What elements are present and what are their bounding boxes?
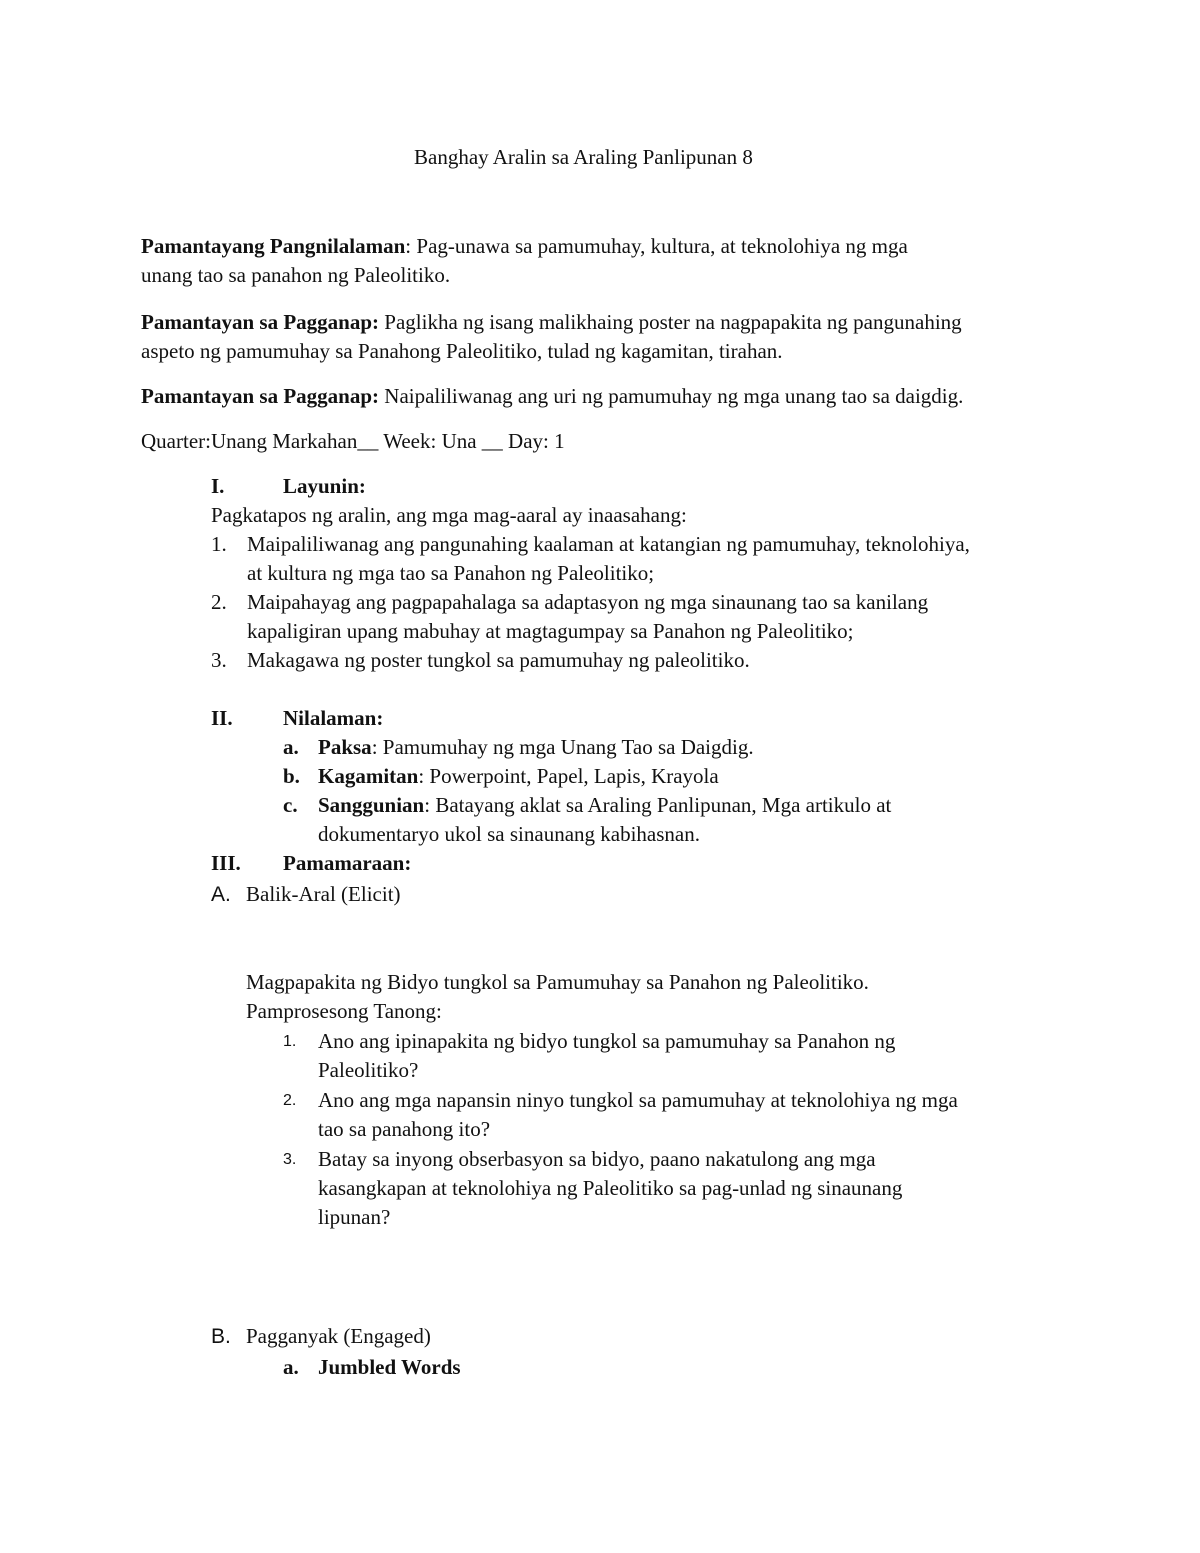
question-2-line-1: Ano ang mga napansin ninyo tungkol sa pamumuhay at teknolohiya ng mga <box>318 1088 958 1112</box>
question-2-num: 2. <box>283 1092 297 1109</box>
objective-3-line-1: Makagawa ng poster tungkol sa pamumuhay ng paleolitiko. <box>247 648 750 672</box>
question-3-line-1: Batay sa inyong obserbasyon sa bidyo, paano nakatulong ang mga <box>318 1147 876 1171</box>
content-a-label: Paksa <box>318 735 372 759</box>
section-3-heading: Pamamaraan: <box>283 851 412 875</box>
content-c <box>318 791 891 820</box>
performance-standard-text-1: Paglikha ng isang malikhaing poster na nagpapakita ng pangunahing <box>379 310 962 334</box>
content-a-text: : Pamumuhay ng mga Unang Tao sa Daigdig. <box>371 735 754 759</box>
part-b-sub-label: Jumbled Words <box>318 1355 461 1379</box>
content-standard <box>141 232 908 261</box>
objective-2-num: 2. <box>211 590 227 614</box>
content-b-label: Kagamitan <box>318 764 419 788</box>
part-a-title: Balik-Aral (Elicit) <box>246 882 401 906</box>
content-b <box>318 762 719 791</box>
performance-standard-2-label: Pamantayan sa Pagganap: <box>141 384 380 408</box>
performance-standard-2-text: Naipaliliwanag ang uri ng pamumuhay ng mga unang tao sa daigdig. <box>379 384 964 408</box>
objective-3-num: 3. <box>211 648 227 672</box>
question-3-num: 3. <box>283 1151 297 1168</box>
part-b-title: Pagganyak (Engaged) <box>246 1324 431 1348</box>
content-b-text: : Powerpoint, Papel, Lapis, Krayola <box>418 764 719 788</box>
schedule-line: Quarter:Unang Markahan__ Week: Una __ Day: 1 <box>141 429 565 453</box>
content-a <box>318 733 754 762</box>
questions-label: Pamprosesong Tanong: <box>246 999 442 1023</box>
performance-standard-text-2: aspeto ng pamumuhay sa Panahong Paleolitiko, tulad ng kagamitan, tirahan. <box>141 339 783 363</box>
question-1-line-2: Paleolitiko? <box>318 1058 419 1082</box>
content-c-letter: c. <box>283 793 298 817</box>
part-b-letter: B. <box>211 1325 231 1348</box>
question-1-num: 1. <box>283 1033 297 1050</box>
performance-standard-label: Pamantayan sa Pagganap: <box>141 310 380 334</box>
document-title: Banghay Aralin sa Araling Panlipunan 8 <box>414 145 753 169</box>
objective-1-line-1: Maipaliliwanag ang pangunahing kaalaman at katangian ng pamumuhay, teknolohiya, <box>247 532 970 556</box>
objective-2-line-1: Maipahayag ang pagpapahalaga sa adaptasyon ng mga sinaunang tao sa kanilang <box>247 590 929 614</box>
section-2-numeral: II. <box>211 706 233 730</box>
content-c-label: Sanggunian <box>318 793 425 817</box>
content-standard-text-2: unang tao sa panahon ng Paleolitiko. <box>141 263 451 287</box>
content-c-text: : Batayang aklat sa Araling Panlipunan, Mga artikulo at <box>424 793 892 817</box>
part-a-letter: A. <box>211 883 231 906</box>
section-1-intro: Pagkatapos ng aralin, ang mga mag-aaral ay inaasahang: <box>211 503 687 527</box>
question-3-line-2: kasangkapan at teknolohiya ng Paleolitiko sa pag-unlad ng sinaunang <box>318 1176 903 1200</box>
section-1-numeral: I. <box>211 474 225 498</box>
section-2-heading: Nilalaman: <box>283 706 384 730</box>
question-3-line-3: lipunan? <box>318 1205 391 1229</box>
objective-1-num: 1. <box>211 532 227 556</box>
content-b-letter: b. <box>283 764 300 788</box>
objective-2-line-2: kapaligiran upang mabuhay at magtagumpay sa Panahon ng Paleolitiko; <box>247 619 854 643</box>
content-c-line-2: dokumentaryo ukol sa sinaunang kabihasnan. <box>318 822 700 846</box>
question-1-line-1: Ano ang ipinapakita ng bidyo tungkol sa pamumuhay sa Panahon ng <box>318 1029 896 1053</box>
content-a-letter: a. <box>283 735 299 759</box>
section-1-heading: Layunin: <box>283 474 366 498</box>
objective-1-line-2: at kultura ng mga tao sa Panahon ng Paleolitiko; <box>247 561 655 585</box>
content-standard-sep: : <box>405 234 417 258</box>
performance-standard <box>141 308 962 337</box>
performance-standard-2 <box>141 382 963 411</box>
content-standard-label: Pamantayang Pangnilalaman <box>141 234 406 258</box>
question-2-line-2: tao sa panahong ito? <box>318 1117 491 1141</box>
part-b-sub-letter: a. <box>283 1355 299 1379</box>
part-a-intro: Magpapakita ng Bidyo tungkol sa Pamumuhay sa Panahon ng Paleolitiko. <box>246 970 869 994</box>
content-standard-text-1: Pag-unawa sa pamumuhay, kultura, at teknolohiya ng mga <box>416 234 908 258</box>
section-3-numeral: III. <box>211 851 241 875</box>
